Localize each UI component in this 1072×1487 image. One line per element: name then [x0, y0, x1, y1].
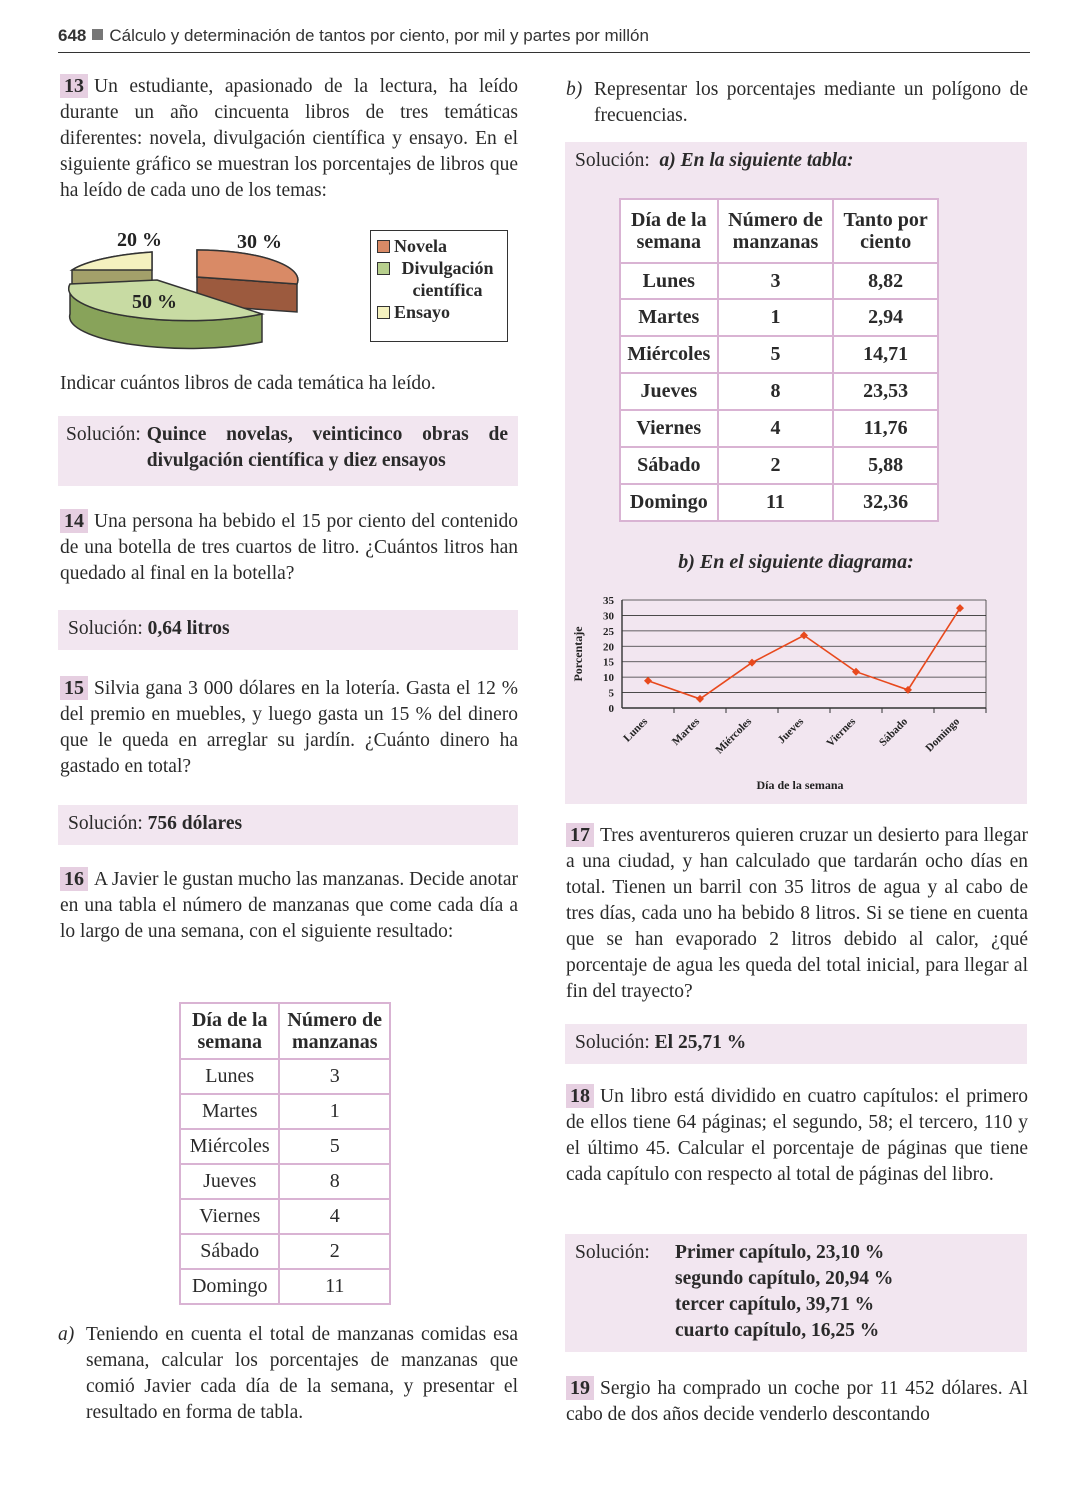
- table-row: Miércoles 5: [180, 1129, 390, 1164]
- part-a: [58, 1322, 518, 1426]
- table-row: Jueves 8 23,53: [620, 373, 938, 410]
- problem-15: [60, 676, 518, 780]
- table-header-day: Día de la semana: [180, 1003, 279, 1059]
- legend-swatch: [377, 262, 390, 275]
- table-row: Domingo 11: [180, 1269, 390, 1304]
- data-point: [644, 677, 652, 685]
- part-text: Teniendo en cuenta el total de manzanas comidas esa semana, calcular los porcentajes de manzanas que comió Javier cada día de la semana, y presentar el resultado en forma de tabla.: [86, 1324, 518, 1423]
- x-tick-label: Viernes: [824, 715, 859, 750]
- running-header: [58, 26, 1030, 53]
- y-tick-label: 30: [603, 610, 614, 623]
- legend-item-divulgacion: Divulgación científica: [377, 257, 501, 301]
- solution-part-b: b) En el siguiente diagrama:: [678, 551, 914, 573]
- problem-text: Un estudiante, apasionado de la lectura, ha leído durante un año cincuenta libros de tres temáticas diferentes: novela, divulgación científica y ensayo. En el siguiente gráfico se muestran los porcentajes de libros que ha leído de cada uno de los temas:: [60, 76, 518, 201]
- solution-17: [565, 1024, 1027, 1064]
- legend-swatch: [377, 306, 390, 319]
- solution-text: 0,64 litros: [147, 618, 230, 639]
- table-row: Domingo 11 32,36: [620, 484, 938, 521]
- page-number: 648: [58, 26, 87, 45]
- legend-swatch: [377, 240, 390, 253]
- problem-17: [566, 823, 1028, 1005]
- solution-18: [565, 1234, 1027, 1352]
- table-header-apples: Número de manzanas: [279, 1003, 390, 1059]
- table-row: Lunes 3: [180, 1059, 390, 1094]
- y-tick-label: 5: [608, 687, 614, 700]
- x-tick-label: Sábado: [876, 715, 911, 749]
- percent-table: [619, 198, 939, 522]
- pie-slice-ensayo: [72, 252, 152, 270]
- pie-label-ensayo: 20 %: [117, 229, 162, 251]
- problem-number: 18: [566, 1084, 594, 1108]
- table-header-day: Día de la semana: [620, 199, 718, 263]
- part-b: [566, 77, 1028, 129]
- y-tick-label: 35: [603, 595, 614, 607]
- solution-line: tercer capítulo, 39,71 %: [675, 1294, 875, 1315]
- y-tick-label: 15: [603, 656, 614, 669]
- y-tick-label: 0: [608, 703, 614, 715]
- problem-text: Tres aventureros quieren cruzar un desierto para llegar a una ciudad, y han calculado que tardarán ocho días en total. Tienen un barril con 35 litros de agua y al cabo de tres días, cada uno ha bebido 8 litros. Si se tiene en cuenta que se han evaporado 2 litros debido al calor, ¿qué porcentaje de agua les queda del total inicial, para llegar al fin del trayecto?: [566, 825, 1028, 1002]
- table-header-apples: Número de manzanas: [718, 199, 834, 263]
- y-axis-label: Porcentaje: [571, 626, 585, 682]
- line-chart: [566, 588, 1026, 800]
- solution-13: [58, 416, 518, 486]
- solution-text: 756 dólares: [147, 813, 243, 834]
- table-row: Miércoles 5 14,71: [620, 336, 938, 373]
- part-text: Representar los porcentajes mediante un polígono de frecuencias.: [594, 79, 1028, 126]
- x-tick-label: Miércoles: [713, 715, 755, 757]
- problem-number: 16: [60, 867, 88, 891]
- table-row: Martes 1: [180, 1094, 390, 1129]
- y-tick-label: 20: [603, 641, 614, 654]
- solution-label: Solución:: [575, 1242, 650, 1263]
- problem-13-question: Indicar cuántos libros de cada temática ha leído.: [60, 373, 436, 394]
- solution-line: Primer capítulo, 23,10 %: [675, 1242, 885, 1263]
- solution-label: Solución:: [68, 618, 143, 639]
- pie-label-divulgacion: 50 %: [132, 291, 177, 313]
- problem-number: 19: [566, 1376, 594, 1400]
- solution-16-heading: [575, 148, 853, 174]
- problem-text: Una persona ha bebido el 15 por ciento del contenido de una botella de tres cuartos de litro. ¿Cuántos litros han quedado al final en la botella?: [60, 511, 518, 584]
- header-title: Cálculo y determinación de tantos por ciento, por mil y partes por millón: [109, 26, 649, 45]
- solution-text: Quince novelas, veinticinco obras de divulgación científica y diez ensayos: [146, 424, 508, 471]
- table-row: Viernes 4: [180, 1199, 390, 1234]
- x-tick-label: Jueves: [775, 715, 807, 747]
- table-row: Lunes 3 8,82: [620, 263, 938, 299]
- data-point: [956, 604, 964, 612]
- apples-table: [179, 1002, 391, 1305]
- x-tick-label: Domingo: [923, 715, 963, 755]
- solution-14: [58, 610, 518, 650]
- table-row: Jueves 8: [180, 1164, 390, 1199]
- problem-number: 13: [60, 74, 88, 98]
- square-bullet-icon: [92, 29, 103, 40]
- solution-label: Solución:: [575, 150, 650, 171]
- solution-label: Solución:: [575, 1032, 650, 1053]
- problem-16: [60, 867, 518, 945]
- pie-legend: [370, 230, 508, 342]
- problem-text: A Javier le gustan mucho las manzanas. Decide anotar en una tabla el número de manzanas que come cada día a lo largo de una semana, con el siguiente resultado:: [60, 869, 518, 942]
- solution-label: Solución:: [66, 424, 141, 445]
- solution-15: [58, 805, 518, 845]
- problem-19: [566, 1376, 1028, 1428]
- pie-label-novela: 30 %: [237, 231, 282, 253]
- problem-number: 14: [60, 509, 88, 533]
- legend-item-ensayo: Ensayo: [377, 301, 501, 323]
- solution-part-a: a) En la siguiente tabla:: [659, 150, 854, 171]
- table-row: Sábado 2 5,88: [620, 447, 938, 484]
- table-row: Viernes 4 11,76: [620, 410, 938, 447]
- solution-label: Solución:: [68, 813, 143, 834]
- pie-chart: [62, 222, 362, 352]
- problem-text: Un libro está dividido en cuatro capítulos: el primero de ellos tiene 64 páginas; el segundo, 58; el tercero, 110 y el último 45. Calcular el porcentaje de páginas que tiene cada capítulo con respecto al total de páginas del libro.: [566, 1086, 1028, 1185]
- legend-item-novela: Novela: [377, 235, 501, 257]
- y-tick-label: 25: [603, 625, 614, 638]
- series-line: [648, 608, 960, 699]
- part-label: b): [566, 79, 583, 100]
- problem-text: Silvia gana 3 000 dólares en la lotería. Gasta el 12 % del premio en muebles, y luego gasta un 15 % del dinero que le queda en arreglar su jardín. ¿Cuánto dinero ha gastado en total?: [60, 678, 518, 777]
- problem-number: 15: [60, 676, 88, 700]
- solution-line: cuarto capítulo, 16,25 %: [675, 1320, 880, 1341]
- problem-text: Sergio ha comprado un coche por 11 452 dólares. Al cabo de dos años decide venderlo descontando: [566, 1378, 1028, 1425]
- table-row: Martes 1 2,94: [620, 299, 938, 336]
- problem-13: [60, 74, 518, 204]
- problem-18: [566, 1084, 1028, 1188]
- problem-number: 17: [566, 823, 594, 847]
- solution-text: El 25,71 %: [654, 1032, 747, 1053]
- x-tick-label: Martes: [669, 715, 703, 748]
- y-tick-label: 10: [603, 672, 614, 685]
- solution-line: segundo capítulo, 20,94 %: [675, 1268, 894, 1289]
- table-row: Sábado 2: [180, 1234, 390, 1269]
- x-axis-label: Día de la semana: [756, 778, 844, 792]
- x-tick-label: Lunes: [621, 715, 651, 745]
- problem-14: [60, 509, 518, 587]
- table-header-percent: Tanto por ciento: [833, 199, 938, 263]
- part-label: a): [58, 1324, 75, 1345]
